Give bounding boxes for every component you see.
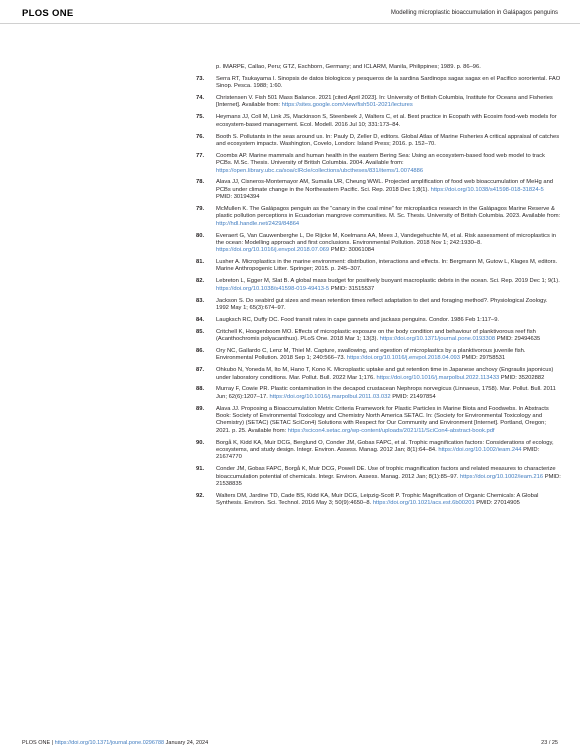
- reference-link[interactable]: https://doi.org/10.1016/j.marpolbul.2022.113433: [376, 374, 500, 381]
- reference-text: Walters DM, Jardine TD, Cade BS, Kidd KA, Muir DCG, Leipzig-Scott P. Trophic Magnification of Organic Chemicals: A Global Synthesis. Environ. Sci. Technol. 2016 May 3; 50(9):4650–8.: [216, 492, 539, 507]
- page-header: [0, 0, 580, 24]
- reference-item: [196, 367, 561, 382]
- reference-link[interactable]: https://doi.org/10.1002/ieam.244: [438, 446, 522, 453]
- footer-journal: PLOS ONE: [22, 740, 51, 746]
- reference-item: [196, 134, 561, 149]
- reference-text: Borgå K, Kidd KA, Muir DCG, Berglund O, Conder JM, Gobas FAPC, et al. Trophic magnification factors: Considerations of ecology, ecosystems, and study design. Integr. Environ. Assess. Manag. 2012 Jan; 8(1):64–84.: [216, 439, 554, 453]
- reference-pmid: PMID: 29758531: [460, 355, 506, 362]
- reference-body: [216, 95, 561, 110]
- reference-pmid: PMID: 21538835: [216, 473, 561, 487]
- reference-body: [216, 134, 561, 149]
- reference-pmid: PMID: 21497854: [390, 393, 436, 400]
- reference-number: 79.: [196, 205, 205, 212]
- reference-link[interactable]: https://doi.org/10.1002/ieam.216: [459, 473, 544, 480]
- reference-pmid: PMID: 30061084: [329, 247, 375, 254]
- reference-body: [216, 153, 561, 175]
- reference-body: [216, 298, 561, 313]
- reference-item: [196, 179, 561, 201]
- reference-body: [216, 386, 561, 401]
- reference-number: 77.: [196, 152, 205, 159]
- reference-number: 88.: [196, 386, 205, 393]
- reference-link[interactable]: https://doi.org/10.1016/j.marpolbul.2011.03.032: [269, 393, 391, 400]
- reference-item: [196, 114, 561, 129]
- reference-link[interactable]: https://sites.google.com/view/fish501-2021/lectures: [281, 102, 413, 109]
- reference-body: [216, 233, 561, 255]
- reference-body: [216, 317, 561, 324]
- reference-body: [216, 114, 561, 129]
- reference-text: Heymans JJ, Coll M, Link JS, Mackinson S, Steenbeek J, Walters C, et al. Best practice in Ecopath with Ecosim food-web models for ecosystem-based management. Ecol. Modell. 2016 Jul 10; 331:173–84.: [216, 114, 557, 128]
- reference-body: [216, 329, 561, 344]
- reference-item: [196, 206, 561, 228]
- reference-item: [196, 95, 561, 110]
- reference-text: Critchell K, Hoogenboom MO. Effects of microplastic exposure on the body condition and behaviour of planktivorous reef fish (Acanthochromis polyacanthus). PLoS One. 2018 Mar 1; 13(3).: [216, 328, 536, 343]
- reference-text: Conder JM, Gobas FAPC, Borgå K, Muir DCG, Powell DE. Use of trophic magnification factors and related measures to characterize bioaccumulation potential of chemicals. Integr. Environ. Assess. Manag. 2012 Jan; 8(1):85–97.: [216, 466, 556, 480]
- reference-body: [216, 76, 561, 91]
- reference-link[interactable]: http://hdl.handle.net/2429/84864: [216, 220, 300, 227]
- reference-text: p. IMARPE, Callao, Peru; GTZ, Eschborn, Germany; and ICLARM, Manila, Philippines; 1989. p. 86–96.: [216, 64, 481, 70]
- reference-body: [216, 440, 561, 462]
- reference-text: Laugksch RC, Duffy DC. Food transit rates in cape gannets and jackass penguins. Condor. 1986 Feb 1:117–9.: [216, 316, 500, 323]
- reference-item: [196, 317, 561, 324]
- reference-pmid: PMID: 30194394: [216, 194, 260, 201]
- reference-link[interactable]: https://doi.org/10.1038/s41598-018-31824-5: [430, 186, 544, 193]
- reference-text: Serra RT, Tsukayama I. Sinopsis de datos biologicos y pesqueros de la sardina Sardinops sagax sagax en el Pacifico sororiental. FAO Sinop. Pesca. 1988; 1:60.: [216, 75, 561, 90]
- reference-body: [216, 259, 561, 274]
- reference-number: 83.: [196, 297, 205, 304]
- reference-text: Alava JJ, Cisneros-Montemayor AM, Sumaila UR, Cheung WWL. Projected amplification of food web bioaccumulation of MeHg and PCBs under climate change in the Northeastern Pacific. Sci. Rep. 2018 Dec 1;8(1).: [216, 179, 554, 193]
- reference-item: [196, 278, 561, 293]
- reference-number: 73.: [196, 75, 205, 82]
- reference-item: [196, 298, 561, 313]
- reference-number: 91.: [196, 466, 205, 473]
- reference-item: [196, 64, 561, 71]
- reference-number: 75.: [196, 114, 205, 121]
- reference-text: Ohkubo N, Yoneda M, Ito M, Hano T, Kono K. Microplastic uptake and gut retention time in Japanese anchovy (Engraulis japonicus) under laboratory conditions. Mar. Pollut. Bull. 2022 Mar 1;176.: [216, 367, 554, 381]
- reference-number: 74.: [196, 95, 205, 102]
- reference-text: Everaert G, Van Cauwenberghe L, De Rijcke M, Koelmans AA, Mees J, Vandegehuchte M, et al. Risk assessment of microplastics in the ocean: Modelling approach and first conclusions. Environmental Pollution. 2018 Nov 1; 242:1930–8.: [216, 232, 557, 246]
- reference-item: [196, 386, 561, 401]
- reference-number: 86.: [196, 347, 205, 354]
- reference-number: 85.: [196, 328, 205, 335]
- reference-body: [216, 179, 561, 201]
- reference-body: [216, 406, 561, 435]
- reference-body: [216, 493, 561, 508]
- reference-number: 80.: [196, 232, 205, 239]
- reference-item: [196, 233, 561, 255]
- reference-pmid: PMID: 21674770: [216, 446, 540, 461]
- reference-item: [196, 466, 561, 488]
- reference-link[interactable]: https://scicon4.setac.org/wp-content/uploads/2021/11/SciCon4-abstract-book.pdf: [287, 427, 495, 434]
- reference-body: [216, 206, 561, 228]
- reference-text: Ory NC, Gallardo C, Lenz M, Thiel M. Capture, swallowing, and egestion of microplastics by a planktivorous juvenile fish. Environmental Pollution. 2018 Sep 1; 240:566–73.: [216, 347, 526, 362]
- reference-pmid: PMID: 31515537: [329, 285, 375, 292]
- reference-number: 82.: [196, 278, 205, 285]
- reference-text: Lusher A. Microplastics in the marine environment: distribution, interactions and effects. In: Bergmann M, Gutow L, Klages M, editors. Marine Anthropogenic Litter. Springer; 2015. p. 245–307.: [216, 259, 558, 273]
- reference-number: 87.: [196, 367, 205, 374]
- reference-text: Booth S. Pollutants in the seas around us. In: Pauly D, Zeller D, editors. Global Atlas of Marine Fisheries A critical appraisal of catches and ecosystem impacts. Washington, Covelo, London: Island Press; 2016. p. 152–70.: [216, 133, 560, 147]
- reference-text: Lebreton L, Egger M, Slat B. A global mass budget for positively buoyant macroplastic debris in the ocean. Sci. Rep. 2019 Dec 1; 9(1).: [216, 278, 560, 285]
- reference-item: [196, 493, 561, 508]
- reference-number: 84.: [196, 316, 205, 323]
- page-footer: PLOS ONE | https://doi.org/10.1371/journal.pone.0296788 January 24, 2024: [22, 740, 209, 746]
- reference-number: 92.: [196, 492, 205, 499]
- reference-link[interactable]: https://doi.org/10.1016/j.envpol.2018.04.093: [346, 355, 460, 362]
- reference-item: [196, 406, 561, 435]
- reference-item: [196, 259, 561, 274]
- reference-text: Coombs AP. Marine mammals and human health in the eastern Bering Sea: Using an ecosystem-based food web model to track PCBs. M.Sc. Thesis. University of British Columbia. 2004. Available from:: [216, 152, 545, 167]
- reference-list: [196, 64, 561, 512]
- reference-body: [216, 367, 561, 382]
- page-number: 23 / 25: [541, 740, 558, 746]
- reference-text: Alava JJ. Proposing a Bioaccumulation Metric Criteria Framework for Plastic Particles in Marine Biota and Foodwebs. In Abstracts Book: Society of Environmental Toxicology and Chemistry North America SETAC. In: (Society for Environmental Toxicology and Chemistry) (SETAC) (SETAC SciCon4) Solutions with Respect for Our Community and Environment [Internet]. Portland, Oregon; 2021. p. 25. Available from:: [216, 405, 549, 434]
- reference-link[interactable]: https://doi.org/10.1016/j.envpol.2018.07.069: [216, 247, 330, 254]
- header-divider: [0, 23, 580, 24]
- reference-item: [196, 440, 561, 462]
- reference-text: McMullen K. The Galápagos penguin as the “canary in the coal mine” for microplastics research in the Galápagos Marine Reserve & plastic pollution perceptions in Ecuadorian mangrove communities. M. Sc. Thesis. University of British Columbia. 2023. Available from:: [216, 205, 561, 220]
- reference-number: 76.: [196, 133, 205, 140]
- reference-item: [196, 76, 561, 91]
- journal-name: PLOS ONE: [22, 8, 74, 19]
- reference-number: 78.: [196, 179, 205, 186]
- reference-text: Murray F, Cowie PR. Plastic contamination in the decapod crustacean Nephrops norvegicus (Linnaeus, 1758). Mar. Pollut. Bull. 2011 Jun; 62(6):1207–17.: [216, 386, 556, 400]
- reference-text: Jackson S. Do seabird gut sizes and mean retention times reflect adaptation to diet and foraging method?. Physiological Zoology. 1992 May 1; 65(3):674–97.: [216, 297, 548, 311]
- reference-link[interactable]: https://doi.org/10.1371/journal.pone.0193308: [379, 336, 496, 343]
- reference-body: [216, 278, 561, 293]
- reference-text: Christensen V. Fish 501 Mass Balance. 2021 [cited April 2023]. In: University of British Columbia, Institute for Oceans and Fisheries [Internet]. Available from:: [216, 95, 553, 109]
- reference-link[interactable]: https://doi.org/10.1038/s41598-019-49413-5: [216, 285, 330, 292]
- reference-number: 90.: [196, 439, 205, 446]
- reference-link[interactable]: https://doi.org/10.1021/acs.est.6b00201: [372, 500, 475, 507]
- footer-doi-link[interactable]: https://doi.org/10.1371/journal.pone.0296788: [54, 740, 165, 746]
- reference-body: [216, 348, 561, 363]
- reference-body: [216, 64, 561, 71]
- reference-number: 89.: [196, 405, 205, 412]
- reference-body: [216, 466, 561, 488]
- reference-pmid: PMID: 27014905: [474, 500, 520, 507]
- reference-pmid: PMID: 35202882: [499, 374, 545, 381]
- reference-item: [196, 153, 561, 175]
- reference-number: 81.: [196, 259, 205, 266]
- running-title: Modelling microplastic bioaccumulation in Galápagos penguins: [390, 10, 558, 16]
- footer-date: January 24, 2024: [165, 740, 209, 746]
- reference-pmid: PMID: 29494635: [495, 336, 541, 343]
- reference-item: [196, 348, 561, 363]
- reference-item: [196, 329, 561, 344]
- reference-link[interactable]: https://open.library.ubc.ca/soa/cIRcle/collections/ubctheses/831/items/1.0074886: [216, 167, 424, 174]
